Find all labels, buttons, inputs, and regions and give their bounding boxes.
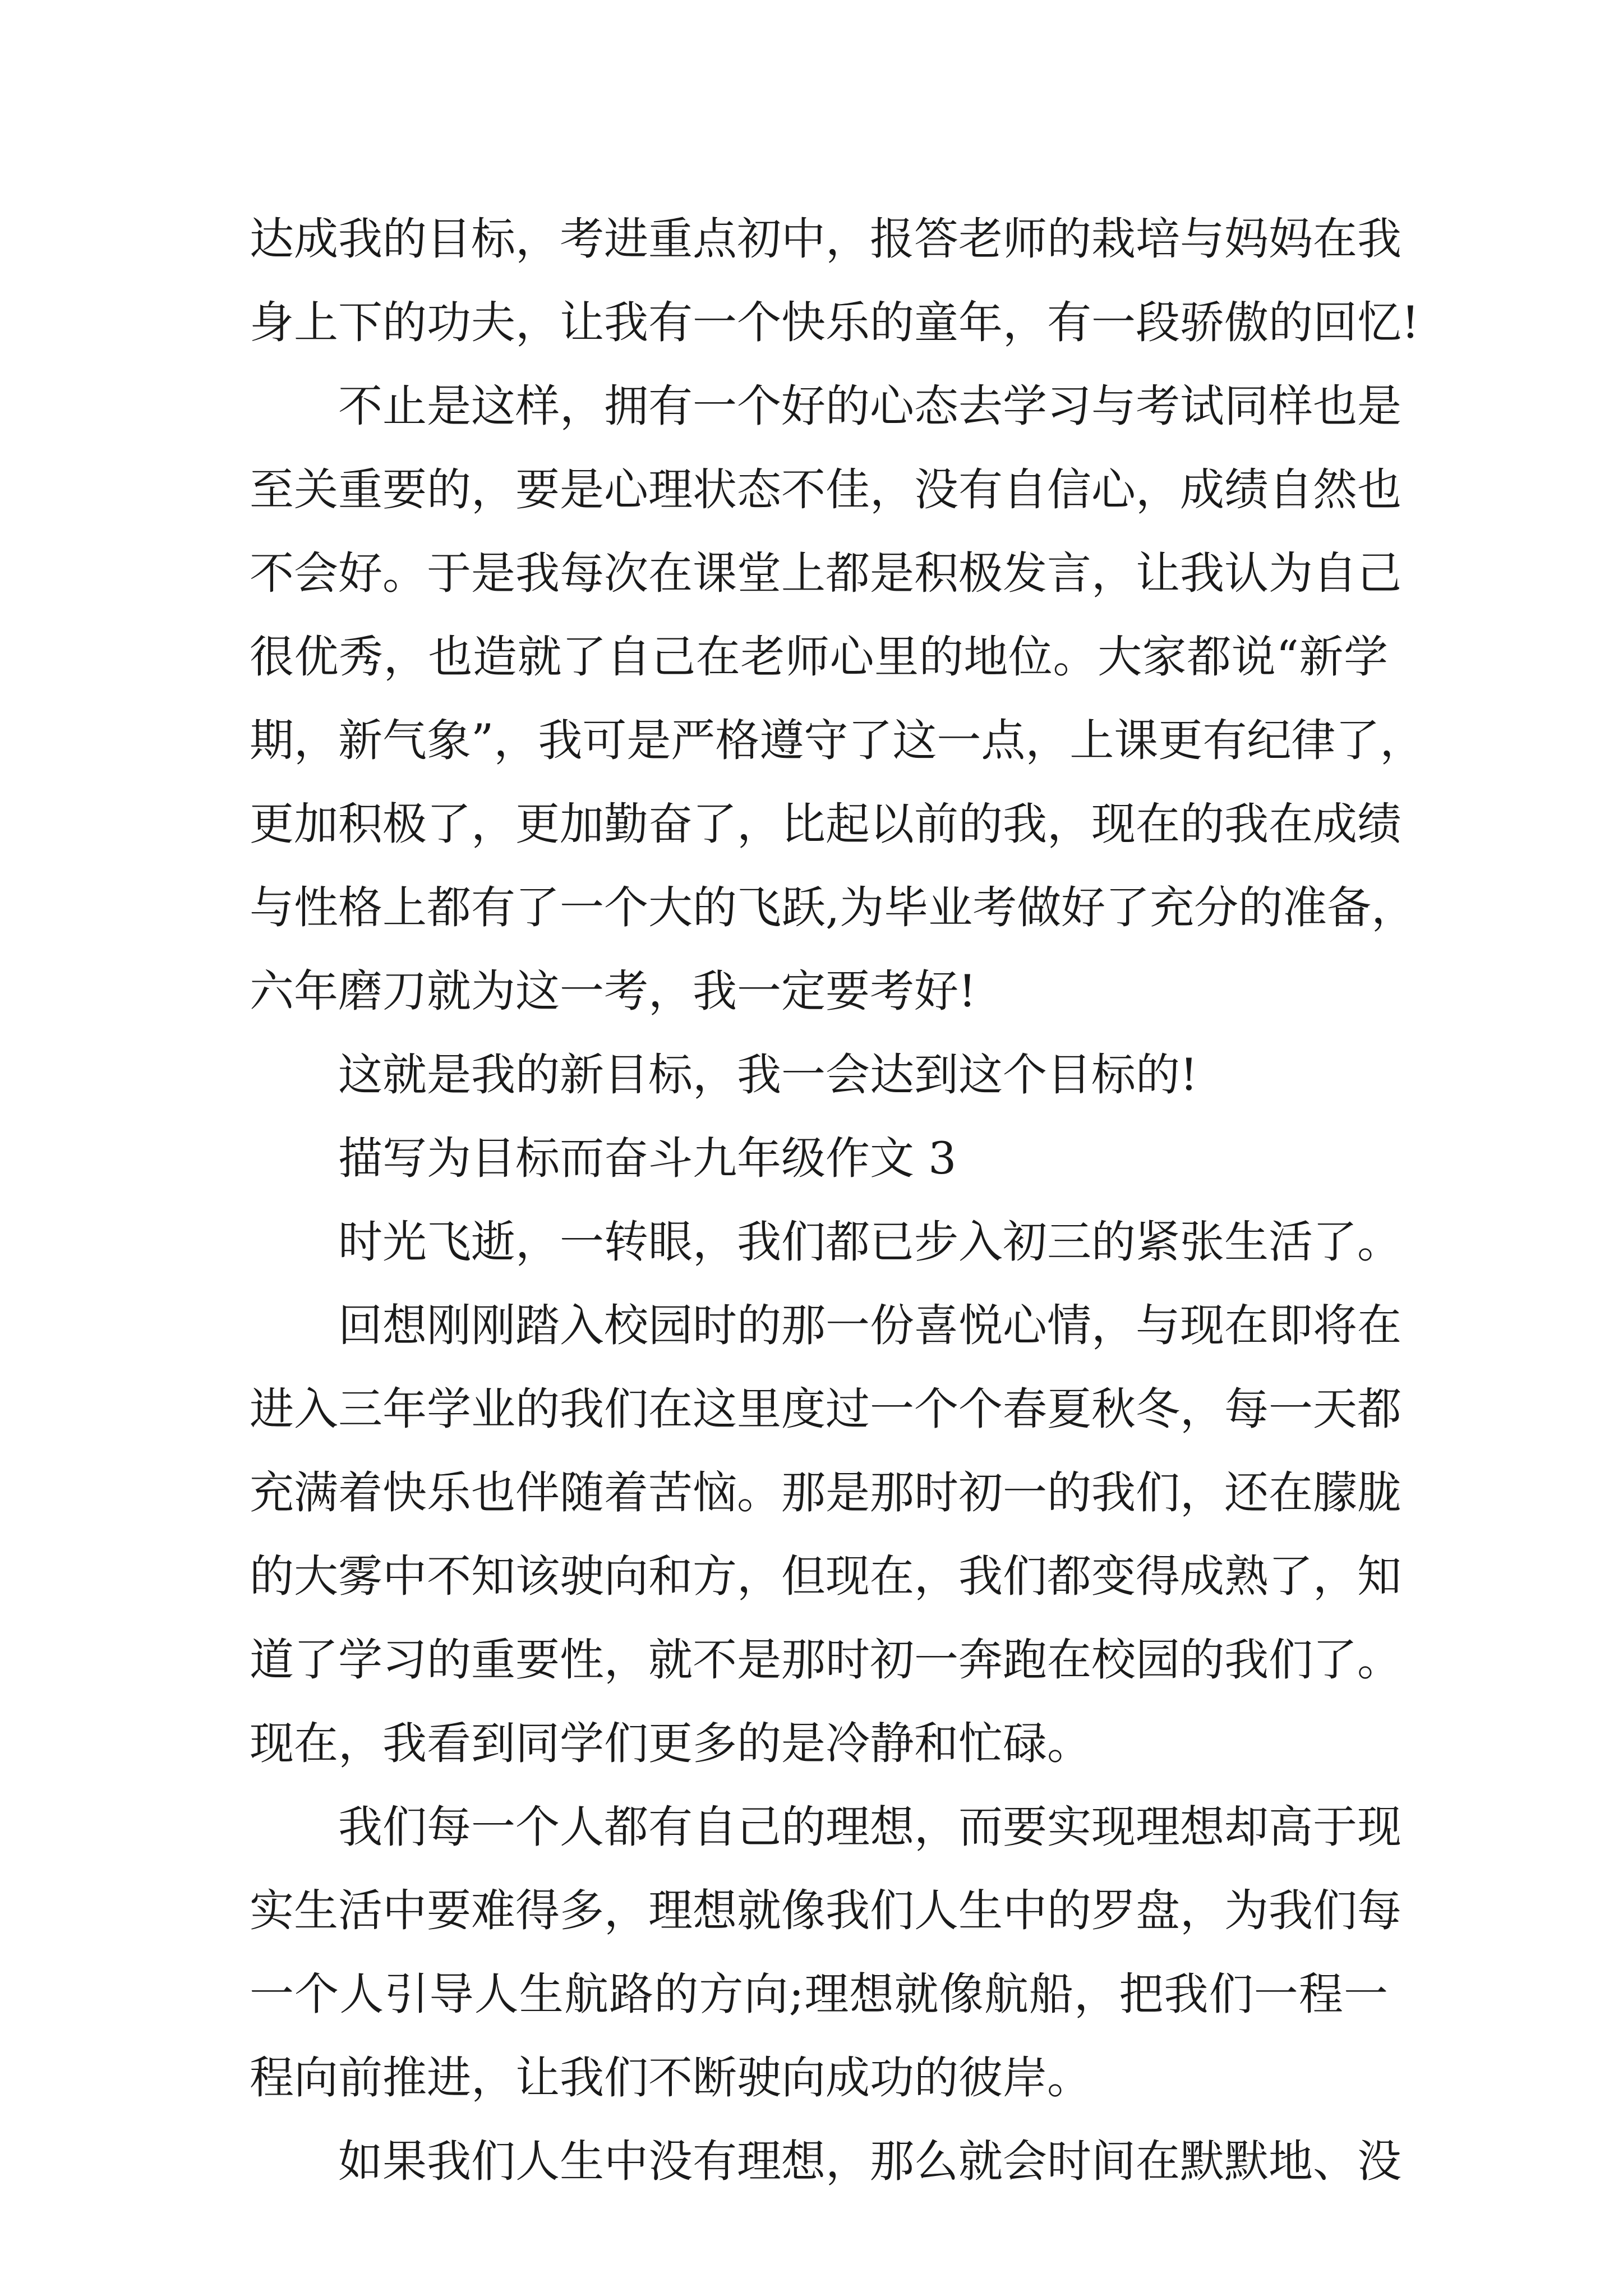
text-line: 我们每一个人都有自己的理想，而要实现理想却高于现 (338, 1801, 1401, 1853)
text-line: 时光飞逝，一转眼，我们都已步入初三的紧张生活了。 (338, 1216, 1401, 1268)
text-line: 身上下的功夫，让我有一个快乐的童年，有一段骄傲的回忆! (250, 297, 1419, 348)
text-line: 期，新气象”，我可是严格遵守了这一点，上课更有纪律了， (250, 715, 1424, 766)
text-line: 不会好。于是我每次在课堂上都是积极发言，让我认为自己 (250, 547, 1401, 599)
text-line: 不止是这样，拥有一个好的心态去学习与考试同样也是 (338, 380, 1401, 432)
text-line: 这就是我的新目标，我一会达到这个目标的! (338, 1049, 1198, 1101)
text-line: 回想刚刚踏入校园时的那一份喜悦心情，与现在即将在 (338, 1300, 1401, 1351)
text-line: 一个人引导人生航路的方向;理想就像航船，把我们一程一 (250, 1968, 1388, 2020)
text-line: 进入三年学业的我们在这里度过一个个春夏秋冬，每一天都 (250, 1383, 1401, 1435)
text-line: 现在，我看到同学们更多的是冷静和忙碌。 (250, 1718, 1091, 1769)
text-line: 程向前推进，让我们不断驶向成功的彼岸。 (250, 2052, 1091, 2104)
text-line: 充满着快乐也伴随着苦恼。那是那时初一的我们，还在朦胧 (250, 1467, 1401, 1519)
text-line: 如果我们人生中没有理想，那么就会时间在默默地、没 (338, 2136, 1401, 2187)
text-line: 达成我的目标，考进重点初中，报答老师的栽培与妈妈在我 (250, 213, 1401, 265)
section-heading: 描写为目标而奋斗九年级作文 3 (338, 1133, 957, 1184)
text-line: 的大雾中不知该驶向和方，但现在，我们都变得成熟了，知 (250, 1550, 1401, 1602)
text-line: 至关重要的，要是心理状态不佳，没有自信心，成绩自然也 (250, 464, 1401, 516)
text-line: 道了学习的重要性，就不是那时初一奔跑在校园的我们了。 (250, 1634, 1401, 1686)
text-line: 六年磨刀就为这一考，我一定要考好! (250, 965, 976, 1017)
essay-text (250, 197, 1424, 2203)
text-line: 很优秀，也造就了自己在老师心里的地位。大家都说“新学 (250, 631, 1388, 683)
text-line: 实生活中要难得多，理想就像我们人生中的罗盘，为我们每 (250, 1885, 1401, 1936)
text-line: 与性格上都有了一个大的飞跃,为毕业考做好了充分的准备， (250, 882, 1416, 933)
text-line: 更加积极了，更加勤奋了，比起以前的我，现在的我在成绩 (250, 798, 1401, 850)
